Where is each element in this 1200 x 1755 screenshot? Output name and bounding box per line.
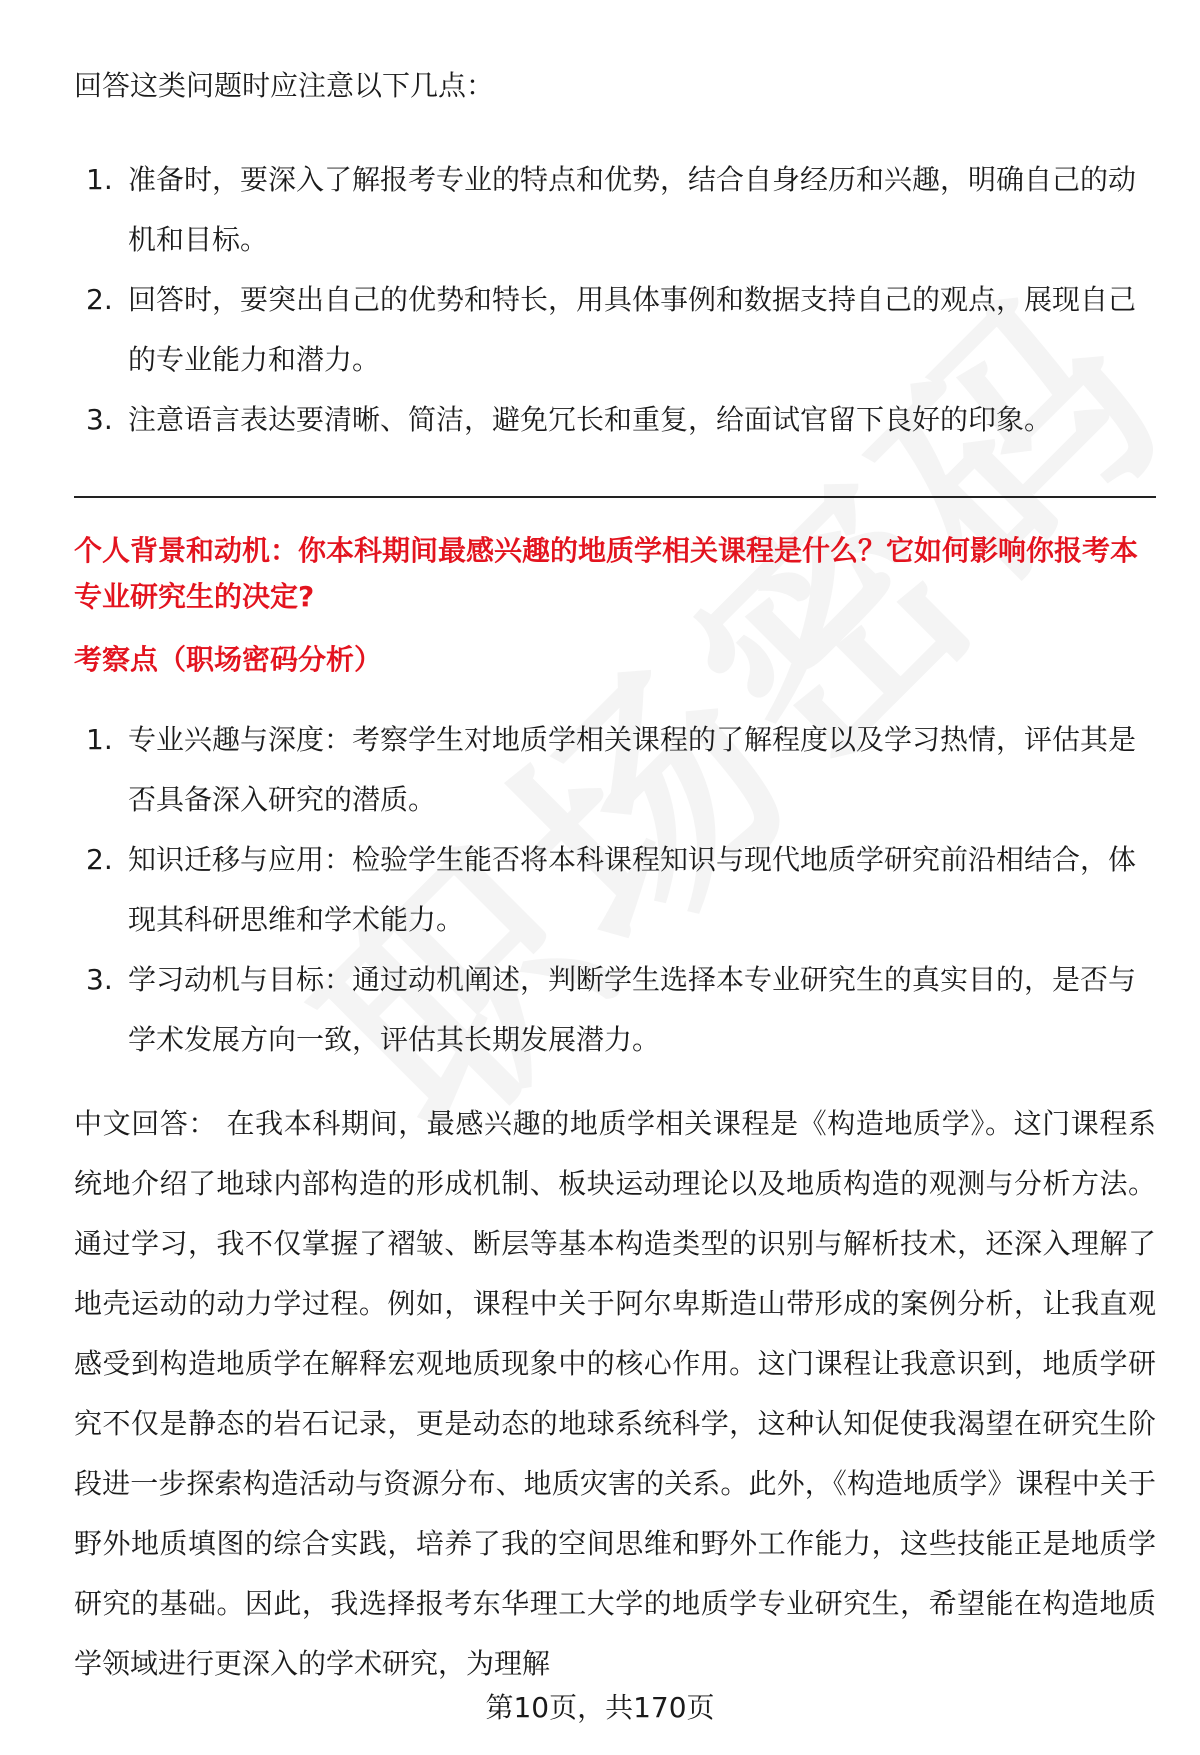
list-item (74, 830, 1144, 950)
list-item-text: 回答时，要突出自己的优势和特长，用具体事例和数据支持自己的观点，展现自己的专业能力和潜力。 (128, 283, 1137, 376)
list-item-text: 注意语言表达要清晰、简洁，避免冗长和重复，给面试官留下良好的印象。 (128, 403, 1053, 436)
list-item (74, 390, 1144, 450)
list-item (74, 150, 1144, 270)
list-item (74, 270, 1144, 390)
assessment-list (74, 710, 1144, 1070)
question-heading: 个人背景和动机：你本科期间最感兴趣的地质学相关课程是什么？它如何影响你报考本专业研究生的决定? (74, 534, 1139, 613)
page-footer: 第10页，共170页 (485, 1691, 715, 1724)
list-number: 1. (86, 723, 113, 756)
list-item-text: 准备时，要深入了解报考专业的特点和优势，结合自身经历和兴趣，明确自己的动机和目标。 (128, 163, 1137, 256)
list-number: 3. (86, 403, 113, 436)
list-item-text: 知识迁移与应用：检验学生能否将本科课程知识与现代地质学研究前沿相结合，体现其科研思维和学术能力。 (128, 843, 1137, 936)
assessment-title: 考察点（职场密码分析） (74, 643, 383, 676)
list-number: 2. (86, 283, 113, 316)
answer-paragraph: 中文回答： 在我本科期间，最感兴趣的地质学相关课程是《构造地质学》。这门课程系统地介绍了地球内部构造的形成机制、板块运动理论以及地质构造的观测与分析方法。通过学习，我不仅掌握了褶皱、断层等基本构造类型的识别与解析技术，还深入理解了地壳运动的动力学过程。例如，课程中关于阿尔卑斯造山带形成的案例分析，让我直观感受到构造地质学在解释宏观地质现象中的核心作用。这门课程让我意识到，地质学研究不仅是静态的岩石记录，更是动态的地球系统科学，这种认知促使我渴望在研究生阶段进一步探索构造活动与资源分布、地质灾害的关系。此外，《构造地质学》课程中关于野外地质填图的综合实践，培养了我的空间思维和野外工作能力，这些技能正是地质学研究的基础。因此，我选择报考东华理工大学的地质学专业研究生，希望能在构造地质学领域进行更深入的学术研究，为理解 (74, 1107, 1156, 1680)
tips-list (74, 150, 1144, 450)
list-item-text: 学习动机与目标：通过动机阐述，判断学生选择本专业研究生的真实目的，是否与学术发展方向一致，评估其长期发展潜力。 (128, 963, 1137, 1056)
intro-text: 回答这类问题时应注意以下几点： (74, 69, 495, 102)
list-number: 2. (86, 843, 113, 876)
list-item (74, 950, 1144, 1070)
list-item (74, 710, 1144, 830)
section-divider (74, 496, 1156, 498)
list-item-text: 专业兴趣与深度：考察学生对地质学相关课程的了解程度以及学习热情，评估其是否具备深入研究的潜质。 (128, 723, 1137, 816)
list-number: 1. (86, 163, 113, 196)
list-number: 3. (86, 963, 113, 996)
